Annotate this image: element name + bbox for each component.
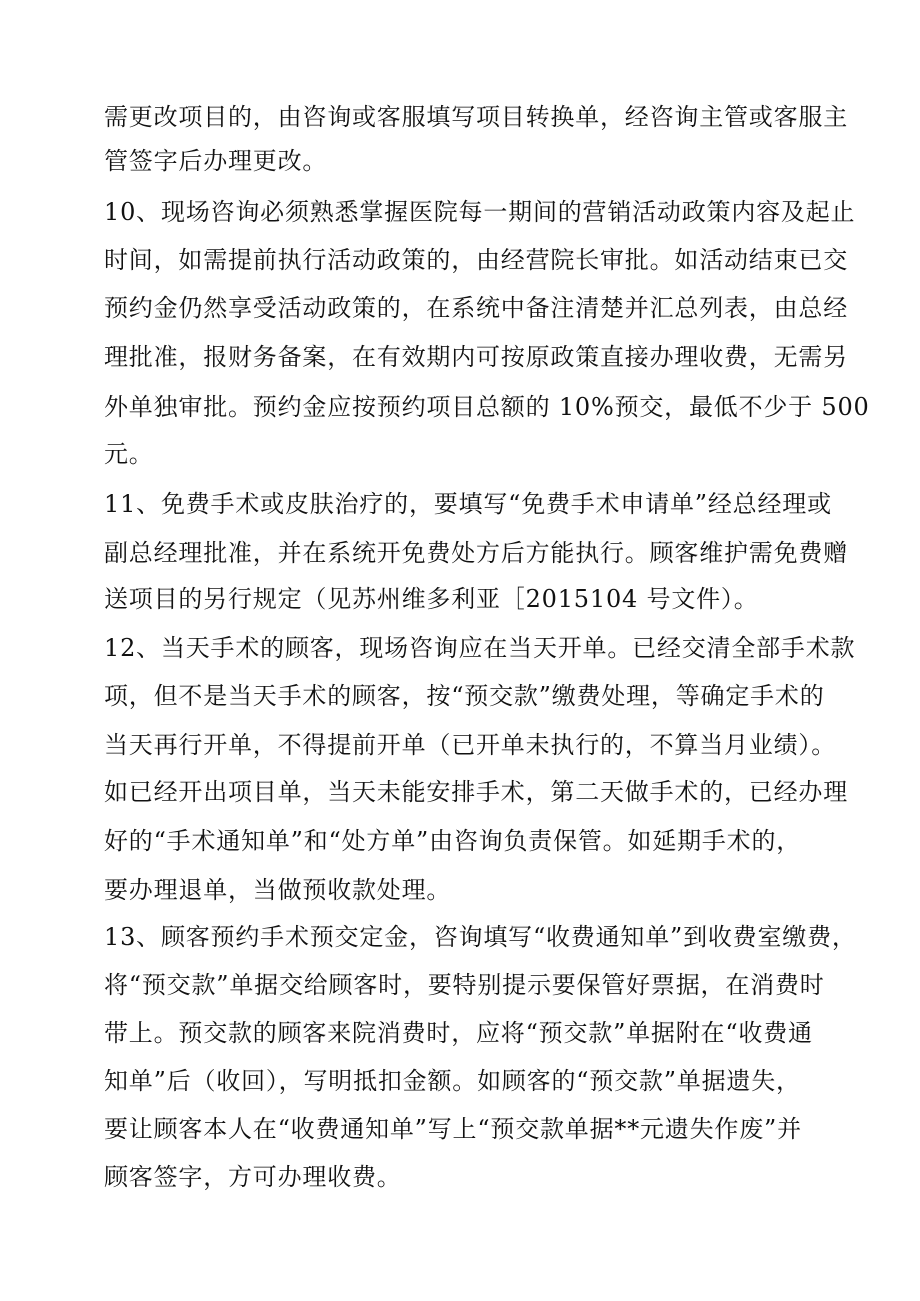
text-line: 项，但不是当天手术的顾客，按“预交款”缴费处理，等确定手术的 bbox=[104, 682, 825, 710]
text-line: 带上。预交款的顾客来院消费时，应将“预交款”单据附在“收费通 bbox=[104, 1019, 813, 1047]
text-line: 理批准，报财务备案，在有效期内可按原政策直接办理收费，无需另 bbox=[104, 343, 848, 371]
text-line: 管签字后办理更改。 bbox=[104, 147, 328, 175]
text-line: 时间，如需提前执行活动政策的，由经营院长审批。如活动结束已交 bbox=[104, 246, 848, 274]
text-line: 10、现场咨询必须熟悉掌握医院每一期间的营销活动政策内容及起止 bbox=[104, 198, 856, 226]
text-line: 11、免费手术或皮肤治疗的，要填写“免费手术申请单”经总经理或 bbox=[104, 490, 832, 518]
text-line: 元。 bbox=[104, 440, 154, 468]
text-line: 如已经开出项目单，当天未能安排手术，第二天做手术的，已经办理 bbox=[104, 778, 848, 806]
text-line: 12、当天手术的顾客，现场咨询应在当天开单。已经交清全部手术款 bbox=[104, 634, 856, 662]
text-line: 预约金仍然享受活动政策的，在系统中备注清楚并汇总列表，由总经 bbox=[104, 294, 848, 322]
text-line: 送项目的另行规定（见苏州维多利亚［2015104 号文件）。 bbox=[104, 585, 759, 613]
text-line: 好的“手术通知单”和“处方单”由咨询负责保管。如延期手术的， bbox=[104, 827, 802, 855]
text-line: 知单”后（收回），写明抵扣金额。如顾客的“预交款”单据遗失， bbox=[104, 1067, 801, 1095]
text-line: 要办理退单，当做预收款处理。 bbox=[104, 876, 452, 904]
text-line: 外单独审批。预约金应按预约项目总额的 10%预交，最低不少于 500 bbox=[104, 393, 870, 421]
text-line: 当天再行开单，不得提前开单（已开单未执行的，不算当月业绩）。 bbox=[104, 731, 836, 759]
text-line: 13、顾客预约手术预交定金，咨询填写“收费通知单”到收费室缴费， bbox=[104, 923, 857, 951]
text-line: 副总经理批准，并在系统开免费处方后方能执行。顾客维护需免费赠 bbox=[104, 539, 848, 567]
text-line: 需更改项目的，由咨询或客服填写项目转换单，经咨询主管或客服主 bbox=[104, 103, 848, 131]
text-line: 将“预交款”单据交给顾客时，要特别提示要保管好票据，在消费时 bbox=[104, 971, 825, 999]
text-line: 要让顾客本人在“收费通知单”写上“预交款单据**元遗失作废”并 bbox=[104, 1115, 802, 1143]
text-line: 顾客签字，方可办理收费。 bbox=[104, 1163, 402, 1191]
